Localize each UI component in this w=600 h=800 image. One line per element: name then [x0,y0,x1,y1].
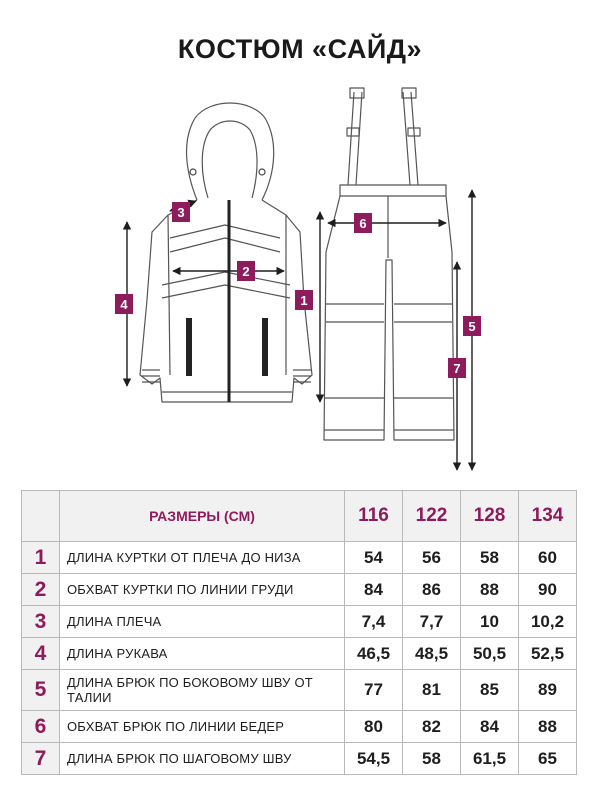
size-header: 134 [519,491,577,542]
row-value: 50,5 [461,638,519,670]
size-header: 116 [345,491,403,542]
row-label: ДЛИНА ПЛЕЧА [60,606,345,638]
row-label: ОБХВАТ КУРТКИ ПО ЛИНИИ ГРУДИ [60,574,345,606]
row-label: ДЛИНА БРЮК ПО ШАГОВОМУ ШВУ [60,743,345,775]
table-row [22,606,577,638]
row-label: ДЛИНА БРЮК ПО БОКОВОМУ ШВУ ОТ ТАЛИИ [60,670,345,711]
svg-text:1: 1 [300,293,308,308]
page-title: КОСТЮМ «САЙД» [177,34,423,64]
row-value: 48,5 [403,638,461,670]
header-corner-cell [22,491,60,542]
size-header: 128 [461,491,519,542]
row-value: 61,5 [461,743,519,775]
row-label: ОБХВАТ БРЮК ПО ЛИНИИ БЕДЕР [60,711,345,743]
row-label: ДЛИНА КУРТКИ ОТ ПЛЕЧА ДО НИЗА [60,542,345,574]
badge-1 [295,290,313,310]
row-value: 7,7 [403,606,461,638]
table-header-row [22,491,577,542]
row-value: 54,5 [345,743,403,775]
badge-2 [237,261,255,281]
table-row [22,638,577,670]
row-value: 10 [461,606,519,638]
row-value: 82 [403,711,461,743]
row-number: 7 [22,743,60,775]
row-value: 58 [403,743,461,775]
row-value: 84 [345,574,403,606]
row-value: 54 [345,542,403,574]
row-value: 7,4 [345,606,403,638]
row-value: 60 [519,542,577,574]
badge-4 [115,294,133,314]
row-value: 10,2 [519,606,577,638]
row-number: 1 [22,542,60,574]
right-pocket [262,318,268,376]
jacket-drawing [140,103,312,402]
table-row [22,670,577,711]
row-number: 6 [22,711,60,743]
row-value: 88 [461,574,519,606]
svg-text:5: 5 [468,319,476,334]
svg-text:2: 2 [242,264,250,279]
svg-text:4: 4 [120,297,128,312]
row-value: 80 [345,711,403,743]
table-row [22,711,577,743]
row-value: 52,5 [519,638,577,670]
left-pocket [186,318,192,376]
row-number: 2 [22,574,60,606]
row-value: 46,5 [345,638,403,670]
row-value: 89 [519,670,577,711]
size-table [21,490,577,775]
row-value: 81 [403,670,461,711]
row-value: 84 [461,711,519,743]
svg-text:7: 7 [453,361,461,376]
row-label: ДЛИНА РУКАВА [60,638,345,670]
row-value: 88 [519,711,577,743]
badge-6 [354,213,372,233]
row-value: 65 [519,743,577,775]
table-row [22,743,577,775]
row-number: 4 [22,638,60,670]
table-row [22,542,577,574]
svg-text:3: 3 [177,205,185,220]
row-value: 58 [461,542,519,574]
row-value: 86 [403,574,461,606]
garment-diagram [0,75,600,485]
row-value: 85 [461,670,519,711]
pants-drawing [324,88,454,440]
badge-3 [172,202,190,222]
row-number: 5 [22,670,60,711]
table-row [22,574,577,606]
row-value: 56 [403,542,461,574]
size-header: 122 [403,491,461,542]
header-label: РАЗМЕРЫ (СМ) [60,491,345,542]
badge-5 [463,316,481,336]
row-value: 90 [519,574,577,606]
row-number: 3 [22,606,60,638]
badge-7 [448,358,466,378]
row-value: 77 [345,670,403,711]
svg-text:6: 6 [359,216,367,231]
